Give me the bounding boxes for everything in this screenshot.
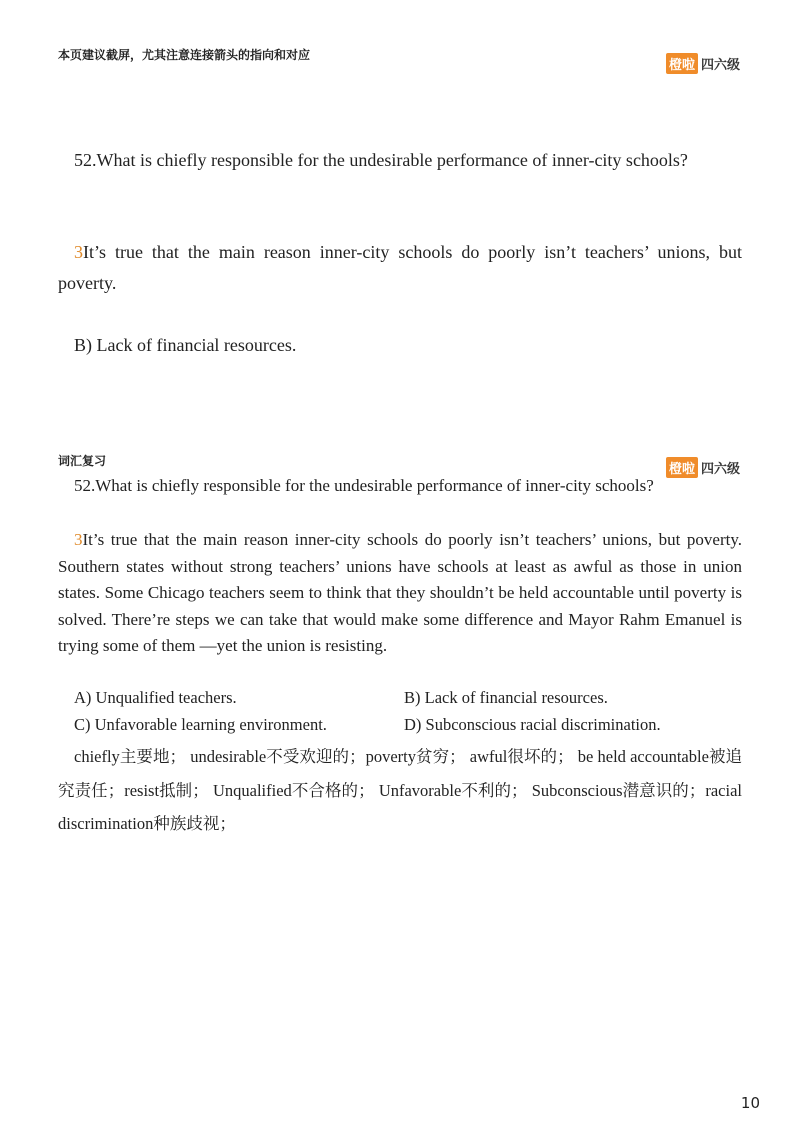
vocab-list [58,740,742,841]
vocab-text: chiefly主要地； undesirable不受欢迎的；poverty贫穷； awful很坏的； be held accountable被追究责任；resist抵制； Unqualified不合格的； Unfavorable不利的； Subconscious潜意识的；racial discrimination种族歧视； [58,747,742,833]
option-b: B) Lack of financial resources. [404,688,608,707]
evidence-number: 3 [74,530,83,549]
evidence-passage: It’s true that the main reason inner-city schools do poorly isn’t teachers’ unions, but poverty. Southern states without strong teachers’ unions have schools at least as awful as those in union states. Some Chicago teachers seem to think that they shouldn’t be held accountable until poverty is solved. There’re steps we can take that would make some difference and Mayor Rahm Emanuel is trying some of them —yet the union is resisting. [58,530,742,655]
options-list [74,685,744,738]
brand-tail: 四六级 [700,462,740,477]
option-a: A) Unqualified teachers. [74,688,237,707]
option-d: D) Subconscious racial discrimination. [404,714,661,734]
brand-tail: 四六级 [700,58,740,73]
evidence-paragraph [58,527,742,660]
evidence-sentence: It’s true that the main reason inner-city schools do poorly isn’t teachers’ unions, but poverty. [58,242,742,293]
options-row-2 [74,712,744,739]
options-row-1 [74,685,744,712]
screenshot-tip: 本页建议截屏，尤其注意连接箭头的指向和对应 [58,48,311,62]
question-text-2: 52.What is chiefly responsible for the undesirable performance of inner-city schools? [74,476,654,495]
page-number: 10 [740,1094,760,1112]
brand-badge: 橙啦 [666,53,698,74]
evidence-text [58,237,742,299]
question-text: 52.What is chiefly responsible for the undesirable performance of inner-city schools? [74,150,688,170]
option-c: C) Unfavorable learning environment. [74,714,327,734]
brand-logo [666,53,740,74]
answer-text: B) Lack of financial resources. [74,335,297,355]
evidence-number: 3 [74,242,83,262]
brand-badge: 橙啦 [666,457,698,478]
section-label: 词汇复习 [58,454,107,468]
